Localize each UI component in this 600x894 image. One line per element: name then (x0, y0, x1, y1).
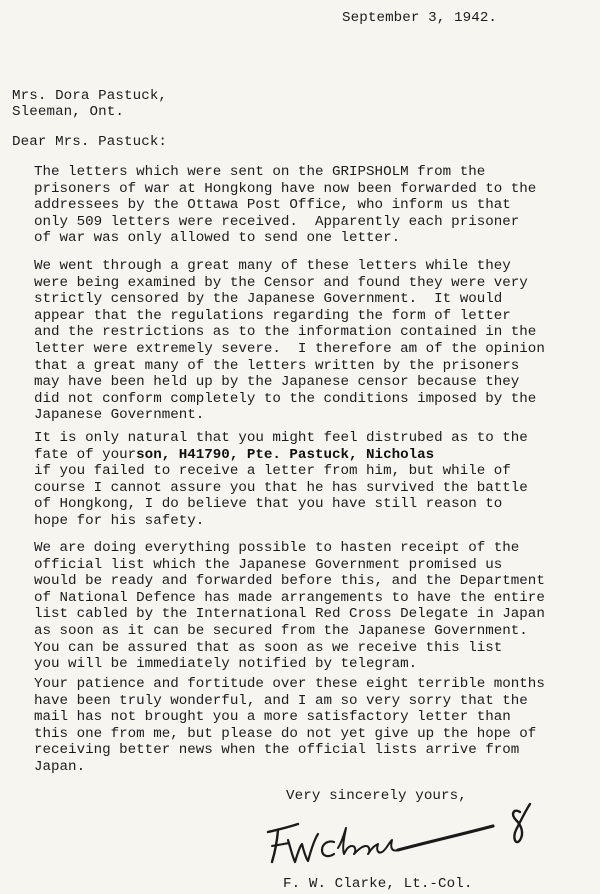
recipient-address: Sleeman, Ont. (12, 104, 124, 120)
soldier-identification: son, H41790, Pte. Pastuck, Nicholas (136, 446, 435, 463)
text-line: receiving better news when the official lists arrive from (34, 742, 520, 759)
text-line: prisoners of war at Hongkong have now been forwarded to the (34, 180, 537, 197)
text-line: appear that the regulations regarding the form of letter (34, 307, 511, 324)
text-line: Your patience and fortitude over these eight terrible months (34, 676, 545, 692)
text-line: only 509 letters were received. Apparently each prisoner (34, 213, 520, 230)
text-line: as soon as it can be secured from the Japanese Government. (34, 622, 528, 639)
text-line: of Hongkong, I do believe that you have still reason to (34, 496, 503, 513)
text-line: official list which the Japanese Government promised us (34, 556, 503, 573)
text-line: The letters which were sent on the GRIPSHOLM from the (34, 164, 486, 180)
text-line: list cabled by the International Red Cross Delegate in Japan (34, 606, 545, 623)
paragraph-3 (34, 430, 594, 530)
text-line: You can be assured that as soon as we receive this list (34, 639, 503, 656)
text-line: hope for his safety. (34, 512, 205, 529)
text-line: this one from me, but please do not yet give up the hope of (34, 725, 537, 742)
text-line: We went through a great many of these letters while they (34, 258, 511, 274)
text-line (34, 447, 594, 464)
text-line: Japanese Government. (34, 407, 205, 424)
signatory-name: F. W. Clarke, Lt.-Col. (283, 876, 473, 892)
recipient-name: Mrs. Dora Pastuck, (12, 88, 168, 104)
text-line: We are doing everything possible to hasten receipt of the (34, 540, 520, 556)
text-line: addressees by the Ottawa Post Office, who inform us that (34, 197, 511, 214)
text-line: letter were extremely severe. I therefore am of the opinion (34, 340, 545, 357)
paragraph-4 (34, 540, 594, 673)
text-line: were being examined by the Censor and found they were very (34, 274, 528, 291)
text-line: course I cannot assure you that he has survived the battle (34, 479, 528, 496)
text-line: if you failed to receive a letter from him, but while of (34, 463, 511, 480)
letter-date: September 3, 1942. (342, 10, 498, 26)
closing: Very sincerely yours, (286, 788, 467, 804)
text-line: Japan. (34, 758, 86, 775)
text-line: would be ready and forwarded before this, and the Department (34, 573, 545, 590)
text-line: of National Defence has made arrangements to have the entire (34, 589, 545, 606)
paragraph-2 (34, 258, 594, 424)
handwritten-signature (258, 790, 558, 870)
text-line: you will be immediately notified by telegram. (34, 656, 418, 673)
fate-prefix: fate of your (34, 446, 137, 463)
text-line: It is only natural that you might feel distrubed as to the (34, 430, 528, 446)
text-line: have been truly wonderful, and I am so very sorry that the (34, 692, 528, 709)
text-line: may have been held up by the Japanese censor because they (34, 374, 520, 391)
text-line: that a great many of the letters written by the prisoners (34, 357, 520, 374)
text-line: did not conform completely to the conditions imposed by the (34, 390, 537, 407)
text-line: mail has not brought you a more satisfactory letter than (34, 709, 511, 726)
text-line: strictly censored by the Japanese Government. It would (34, 291, 503, 308)
text-line: and the restrictions as to the information contained in the (34, 324, 537, 341)
text-line: of war was only allowed to send one letter. (34, 230, 401, 247)
paragraph-5 (34, 676, 594, 776)
salutation: Dear Mrs. Pastuck: (12, 134, 168, 150)
paragraph-1 (34, 164, 594, 247)
